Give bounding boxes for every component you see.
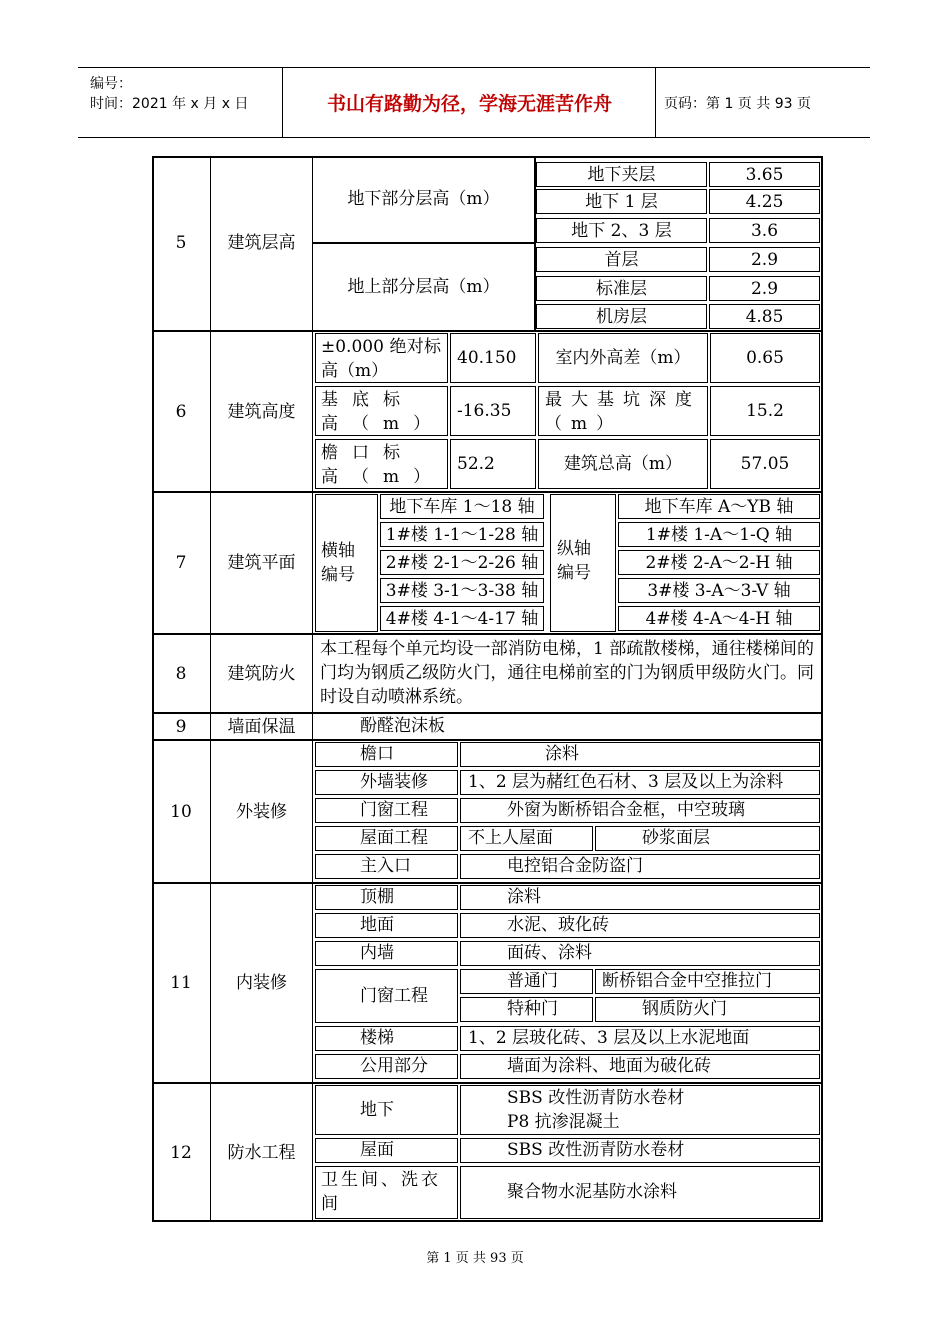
floor-label: 标准层 [596,278,647,299]
eaves-value: 涂料 [545,744,579,764]
interior-wall-value: 面砖、涂料 [507,943,592,963]
floor-height-value: 2.9 [750,249,779,270]
underground-waterproof-value: SBS 改性沥青防水卷材 [507,1088,685,1108]
page-header [78,67,870,138]
eaves-elevation-label: 檐口标高（m） [321,443,445,487]
total-height-label: 建筑总高（m） [563,454,683,474]
vertical-axis-item: 3#楼 3-A～3-V 轴 [647,580,791,601]
floor-value: 水泥、玻化砖 [507,915,609,935]
row-title: 建筑层高 [227,233,296,253]
header-meta [90,74,248,114]
row-number: 6 [175,401,187,422]
exterior-wall-label: 外墙装修 [360,772,428,792]
horizontal-axis-item: 4#楼 4-1～4-17 轴 [385,608,539,629]
horizontal-axis-item: 1#楼 1-1～1-28 轴 [385,524,539,545]
row-number: 7 [175,553,187,573]
special-door-label: 特种门 [507,999,558,1019]
header-page-info: 页码：第 1 页 共 93 页 [664,95,811,112]
vertical-axis-item: 地下车库 A～YB 轴 [644,496,794,517]
row-title: 建筑防火 [227,663,296,684]
row-title: 内装修 [236,973,287,993]
roof-finish-value: 砂浆面层 [642,828,710,848]
fire-protection-text: 本工程每个单元均设一部消防电梯，1 部疏散楼梯，通往楼梯间的门均为钢质乙级防火门，通往电梯前室的门为钢质甲级防火门。同时设自动喷淋系统。 [320,639,814,707]
bathroom-waterproof-label: 卫生间、洗衣间 [321,1170,441,1214]
floor-label: 地下夹层 [587,164,656,185]
ceiling-label: 顶棚 [360,887,394,907]
floor-height-value: 3.65 [745,164,784,185]
horizontal-axis-label: 横轴编号 [321,541,355,585]
regular-door-label: 普通门 [507,971,558,991]
document-number: 编号： [90,76,132,92]
max-pit-depth-label: 最大基坑深度（m） [545,390,701,434]
public-area-label: 公用部分 [360,1056,428,1076]
vertical-axis-item: 1#楼 1-A～1-Q 轴 [645,524,793,545]
total-height-value: 57.05 [740,454,790,474]
roof-waterproof-label: 屋面 [360,1140,394,1160]
special-door-value: 钢质防火门 [642,999,727,1019]
roof-type-value: 不上人屋面 [468,828,553,848]
floor-label: 地下 1 层 [585,191,658,212]
foundation-elevation-value: -16.35 [457,401,512,421]
public-area-value: 墙面为涂料、地面为破化砖 [507,1056,711,1076]
absolute-elevation-label: ±0.000 绝对标高（m） [321,337,441,381]
horizontal-axis-item: 3#楼 3-1～3-38 轴 [385,580,539,601]
row-title: 外装修 [236,801,287,822]
ceiling-value: 涂料 [507,887,541,907]
row-number: 5 [175,233,187,253]
floor-height-value: 4.85 [745,306,784,327]
page-footer: 第 1 页 共 93 页 [426,1251,524,1266]
row-title: 建筑平面 [227,553,296,573]
window-value: 外窗为断桥铝合金框，中空玻璃 [507,800,745,820]
floor-height-value: 4.25 [745,191,784,212]
vertical-axis-item: 2#楼 2-A～2-H 轴 [645,552,793,573]
absolute-elevation-value: 40.150 [457,348,517,368]
underground-concrete-value: P8 抗渗混凝土 [507,1112,620,1132]
floor-label: 地面 [360,915,394,935]
row-number: 11 [170,973,192,993]
row-number: 12 [170,1143,192,1163]
regular-door-value: 断桥铝合金中空推拉门 [602,971,772,991]
doors-windows-label: 门窗工程 [360,986,428,1006]
row-number: 9 [175,716,187,737]
header-motto: 书山有路勤为径，学海无涯苦作舟 [326,93,612,115]
vertical-axis-label: 纵轴编号 [557,539,591,583]
row-number: 8 [175,663,187,684]
row-title: 建筑高度 [227,401,296,422]
underground-height-label: 地下部分层高（m） [347,189,500,209]
entrance-value: 电控铝合金防盗门 [507,856,643,876]
exterior-wall-value: 1、2 层为赭红色石材、3 层及以上为涂料 [468,772,784,792]
max-pit-depth-value: 15.2 [746,401,784,421]
indoor-outdoor-diff-value: 0.65 [746,348,784,368]
row-title: 防水工程 [227,1143,296,1163]
horizontal-axis-item: 地下车库 1～18 轴 [389,496,535,517]
horizontal-axis-item: 2#楼 2-1～2-26 轴 [385,552,539,573]
roof-waterproof-value: SBS 改性沥青防水卷材 [507,1140,685,1160]
eaves-label: 檐口 [360,744,394,764]
floor-height-value: 3.6 [750,220,779,241]
insulation-text: 酚醛泡沫板 [360,716,445,736]
stairs-label: 楼梯 [360,1028,394,1048]
window-label: 门窗工程 [360,800,428,820]
floor-height-value: 2.9 [750,278,779,299]
eaves-elevation-value: 52.2 [457,454,495,474]
row-title: 墙面保温 [227,716,296,737]
bathroom-waterproof-value: 聚合物水泥基防水涂料 [507,1182,677,1202]
aboveground-height-label: 地上部分层高（m） [347,277,500,297]
indoor-outdoor-diff-label: 室内外高差（m） [555,348,691,368]
stairs-value: 1、2 层玻化砖、3 层及以上水泥地面 [468,1028,750,1048]
interior-wall-label: 内墙 [360,943,394,963]
building-spec-table [152,156,823,1222]
roof-label: 屋面工程 [360,828,428,848]
floor-label: 地下 2、3 层 [571,220,672,241]
document-date: 时间：2021 年 x 月 x 日 [90,96,249,112]
floor-label: 机房层 [596,306,647,327]
vertical-axis-item: 4#楼 4-A～4-H 轴 [645,608,793,629]
entrance-label: 主入口 [360,856,411,876]
underground-waterproof-label: 地下 [360,1100,394,1120]
row-number: 10 [170,801,192,822]
foundation-elevation-label: 基底标高（m） [321,390,445,434]
floor-label: 首层 [604,249,639,270]
